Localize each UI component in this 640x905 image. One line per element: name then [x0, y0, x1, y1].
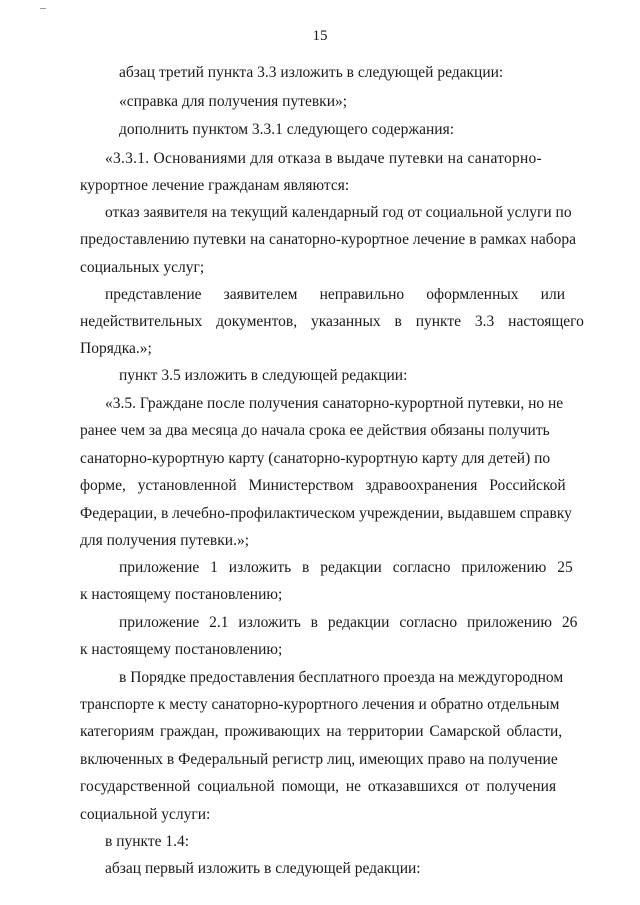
text-line: государственной социальной помощи, не отказавшихся от получения: [80, 778, 557, 795]
text-line: приложение 1 изложить в редакции согласно приложению 25: [119, 559, 573, 576]
text-line-justified: [105, 286, 565, 304]
text-line: к настоящему постановлению;: [80, 641, 283, 658]
text-line: транспорте к месту санаторно-курортного лечения и обратно отдельным: [80, 696, 560, 713]
text-line: в Порядке предоставления бесплатного проезда на междугородном: [119, 669, 564, 686]
text-line: абзац первый изложить в следующей редакции:: [105, 860, 421, 877]
text-line: форме, установленной Министерством здравоохранения Российской: [80, 477, 566, 494]
text-line: социальной услуги:: [80, 806, 211, 823]
word: представление: [105, 286, 202, 303]
text-line: санаторно-курортную карту (санаторно-курортную карту для детей) по: [80, 450, 551, 467]
text-line: абзац третий пункта 3.3 изложить в следующей редакции:: [119, 64, 504, 81]
scan-mark: [40, 8, 46, 9]
text-line: категориям граждан, проживающих на территории Самарской области,: [80, 723, 563, 740]
text-line: недействительных документов, указанных в пункте 3.3 настоящего: [80, 313, 584, 330]
page-number: 15: [312, 28, 328, 44]
word: неправильно: [319, 286, 405, 303]
word: или: [540, 286, 565, 303]
text-line: пункт 3.5 изложить в следующей редакции:: [119, 367, 408, 384]
text-line: для получения путевки.»;: [80, 532, 249, 549]
text-line: Порядка.»;: [80, 340, 152, 357]
text-line: курортное лечение гражданам являются:: [80, 177, 350, 194]
word: оформленных: [426, 286, 519, 303]
text-line: отказ заявителя на текущий календарный год от социальной услуги по: [105, 204, 572, 221]
text-line: Федерации, в лечебно-профилактическом учреждении, выдавшем справку: [80, 505, 572, 522]
text-line: приложение 2.1 изложить в редакции согласно приложению 26: [119, 614, 578, 631]
text-line: в пункте 1.4:: [105, 833, 190, 850]
text-line: дополнить пунктом 3.3.1 следующего содержания:: [119, 121, 454, 138]
text-line: включенных в Федеральный регистр лиц, имеющих право на получение: [80, 751, 558, 768]
text-line: ранее чем за два месяца до начала срока ее действия обязаны получить: [80, 422, 550, 439]
text-line: «3.5. Граждане после получения санаторно-курортной путевки, но не: [105, 395, 564, 412]
word: заявителем: [223, 286, 298, 303]
text-line: социальных услуг;: [80, 259, 205, 276]
text-line: к настоящему постановлению;: [80, 586, 283, 603]
text-line: предоставлению путевки на санаторно-курортное лечение в рамках набора: [80, 231, 576, 248]
text-line: «справка для получения путевки»;: [119, 93, 348, 110]
text-line: «3.3.1. Основаниями для отказа в выдаче путевки на санаторно-: [105, 150, 542, 167]
